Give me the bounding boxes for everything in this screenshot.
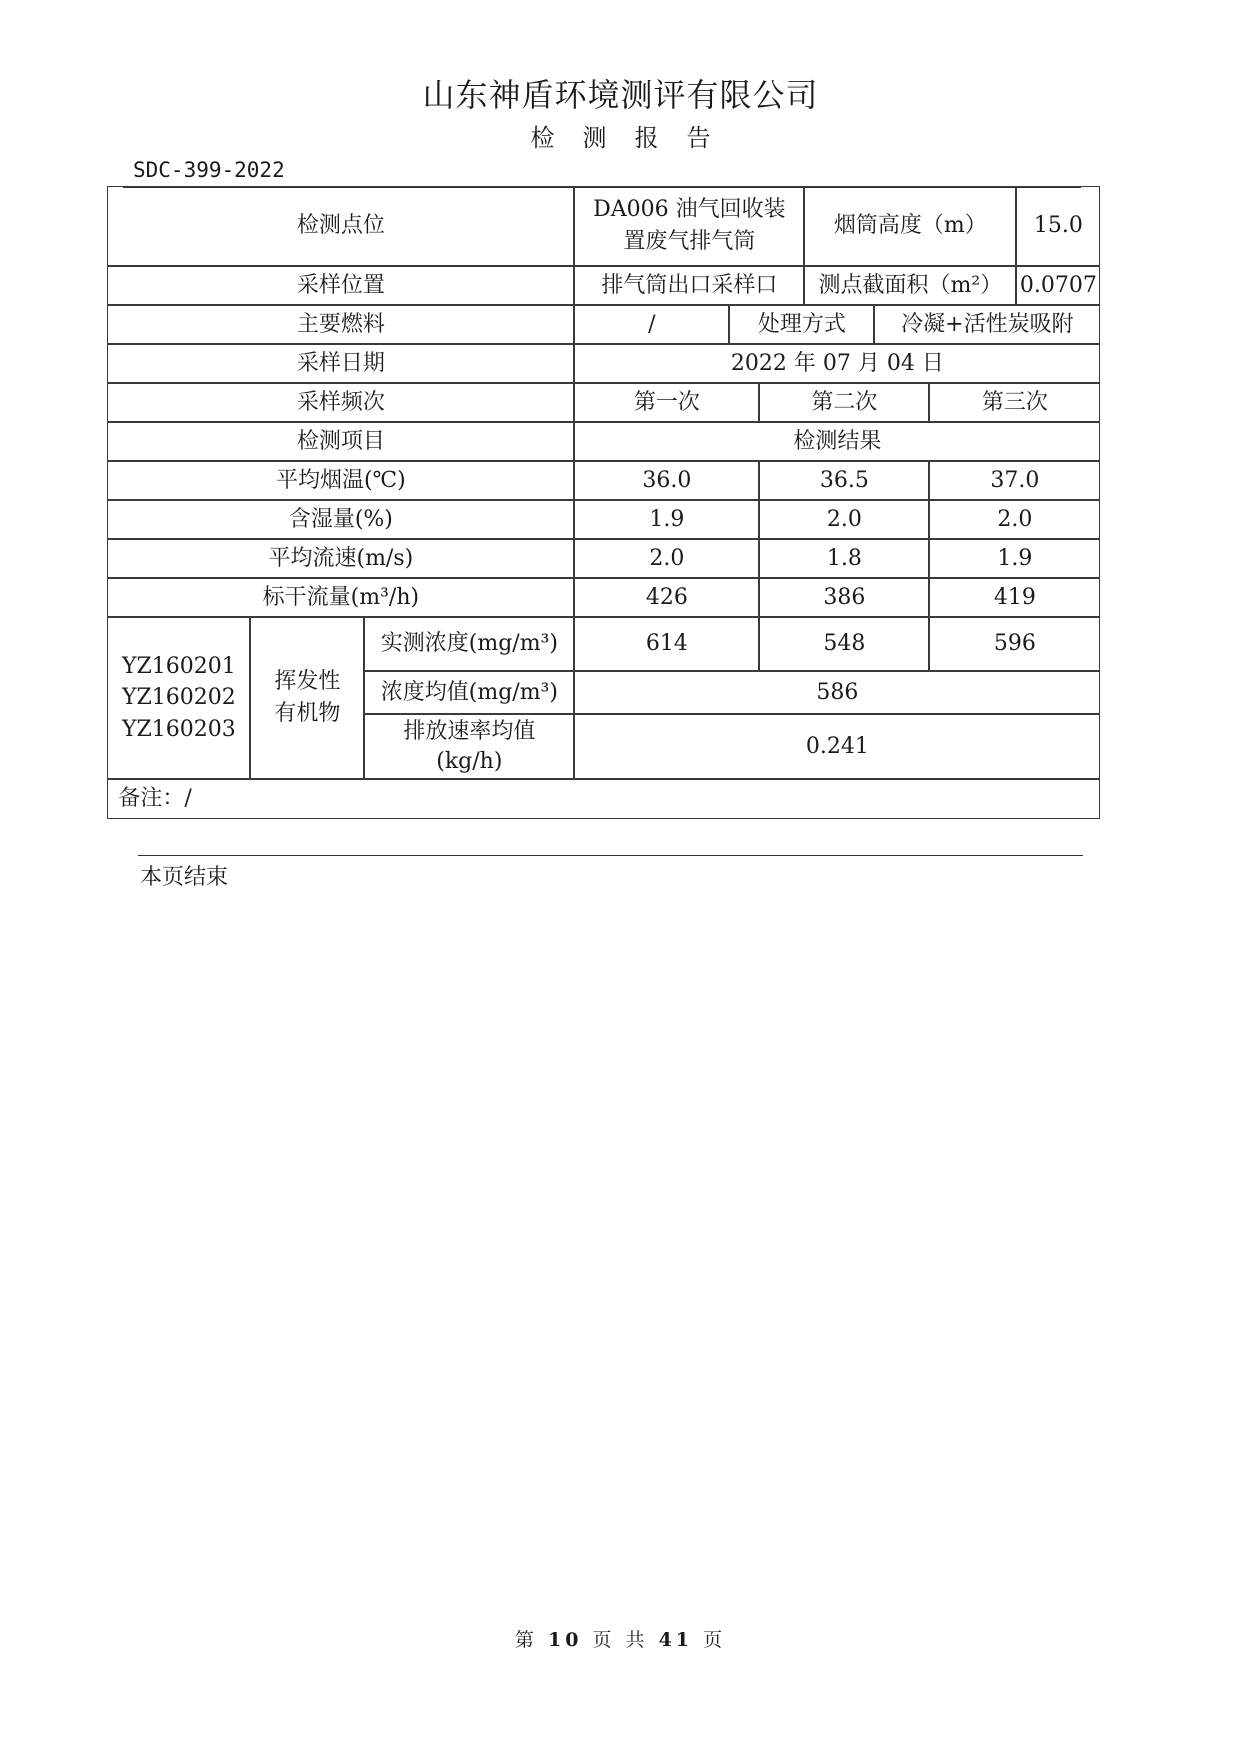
measured-value: 614	[574, 617, 759, 671]
main-fuel-label: 主要燃料	[107, 305, 574, 344]
main-fuel-value: /	[574, 305, 729, 344]
emission-rate-label-line1: 排放速率均值	[403, 719, 536, 745]
page-total: 41	[658, 1629, 694, 1651]
row-value: 426	[574, 578, 759, 617]
sample-id: YZ160201	[121, 653, 236, 679]
page-number	[0, 1625, 1241, 1652]
run-header: 第三次	[929, 383, 1100, 422]
sampling-location-label: 采样位置	[107, 266, 574, 305]
page-middle: 页 共	[592, 1629, 649, 1651]
sample-id: YZ160203	[121, 717, 236, 743]
row-value: 36.5	[759, 461, 929, 500]
frequency-label: 采样频次	[107, 383, 574, 422]
measured-value: 596	[929, 617, 1100, 671]
pollutant-line2: 有机物	[274, 701, 341, 727]
sampling-location-value: 排气筒出口采样口	[574, 266, 804, 305]
row-label: 含湿量(%)	[107, 500, 574, 539]
avg-conc-value: 586	[574, 671, 1100, 714]
row-value: 419	[929, 578, 1100, 617]
row-value: 2.0	[574, 539, 759, 578]
remark: 备注：/	[107, 779, 1100, 819]
page-current: 10	[547, 1629, 583, 1651]
footer-rule	[138, 855, 1083, 856]
emission-rate-label-line2: (kg/h)	[436, 748, 503, 774]
run-header: 第二次	[759, 383, 929, 422]
sample-ids	[107, 617, 250, 779]
pollutant-name	[250, 617, 364, 779]
result-label: 检测结果	[574, 422, 1100, 461]
row-value: 36.0	[574, 461, 759, 500]
report-subtitle: 检测报告	[530, 124, 739, 152]
section-area-label: 测点截面积（m²）	[804, 266, 1016, 305]
document-number: SDC-399-2022	[133, 158, 285, 182]
avg-conc-label: 浓度均值(mg/m³)	[364, 671, 574, 714]
section-area-value: 0.0707	[1016, 266, 1100, 305]
pollutant-line1: 挥发性	[274, 669, 341, 695]
stack-height-value: 15.0	[1016, 186, 1100, 266]
measured-value: 548	[759, 617, 929, 671]
row-value: 386	[759, 578, 929, 617]
row-value: 2.0	[759, 500, 929, 539]
treatment-label: 处理方式	[729, 305, 874, 344]
row-value: 2.0	[929, 500, 1100, 539]
row-value: 1.8	[759, 539, 929, 578]
sampling-date-value: 2022 年 07 月 04 日	[574, 344, 1100, 383]
stack-height-label: 烟筒高度（m）	[804, 186, 1016, 266]
end-of-page-note: 本页结束	[140, 865, 229, 890]
treatment-value: 冷凝+活性炭吸附	[874, 305, 1100, 344]
row-value: 1.9	[574, 500, 759, 539]
page-prefix: 第	[514, 1629, 538, 1651]
row-label: 标干流量(m³/h)	[107, 578, 574, 617]
point-value	[574, 186, 804, 266]
emission-rate-value: 0.241	[574, 714, 1100, 779]
page-suffix: 页	[703, 1629, 727, 1651]
row-label: 平均烟温(℃)	[107, 461, 574, 500]
run-header: 第一次	[574, 383, 759, 422]
row-value: 37.0	[929, 461, 1100, 500]
row-value: 1.9	[929, 539, 1100, 578]
company-name: 山东神盾环境测评有限公司	[422, 76, 819, 114]
row-label: 平均流速(m/s)	[107, 539, 574, 578]
point-label: 检测点位	[107, 186, 574, 266]
item-label: 检测项目	[107, 422, 574, 461]
point-value-line1: DA006 油气回收装	[593, 197, 786, 223]
measured-label: 实测浓度(mg/m³)	[364, 617, 574, 671]
sample-id: YZ160202	[121, 685, 236, 711]
sampling-date-label: 采样日期	[107, 344, 574, 383]
point-value-line2: 置废气排气筒	[623, 229, 756, 255]
emission-rate-label	[364, 714, 574, 779]
